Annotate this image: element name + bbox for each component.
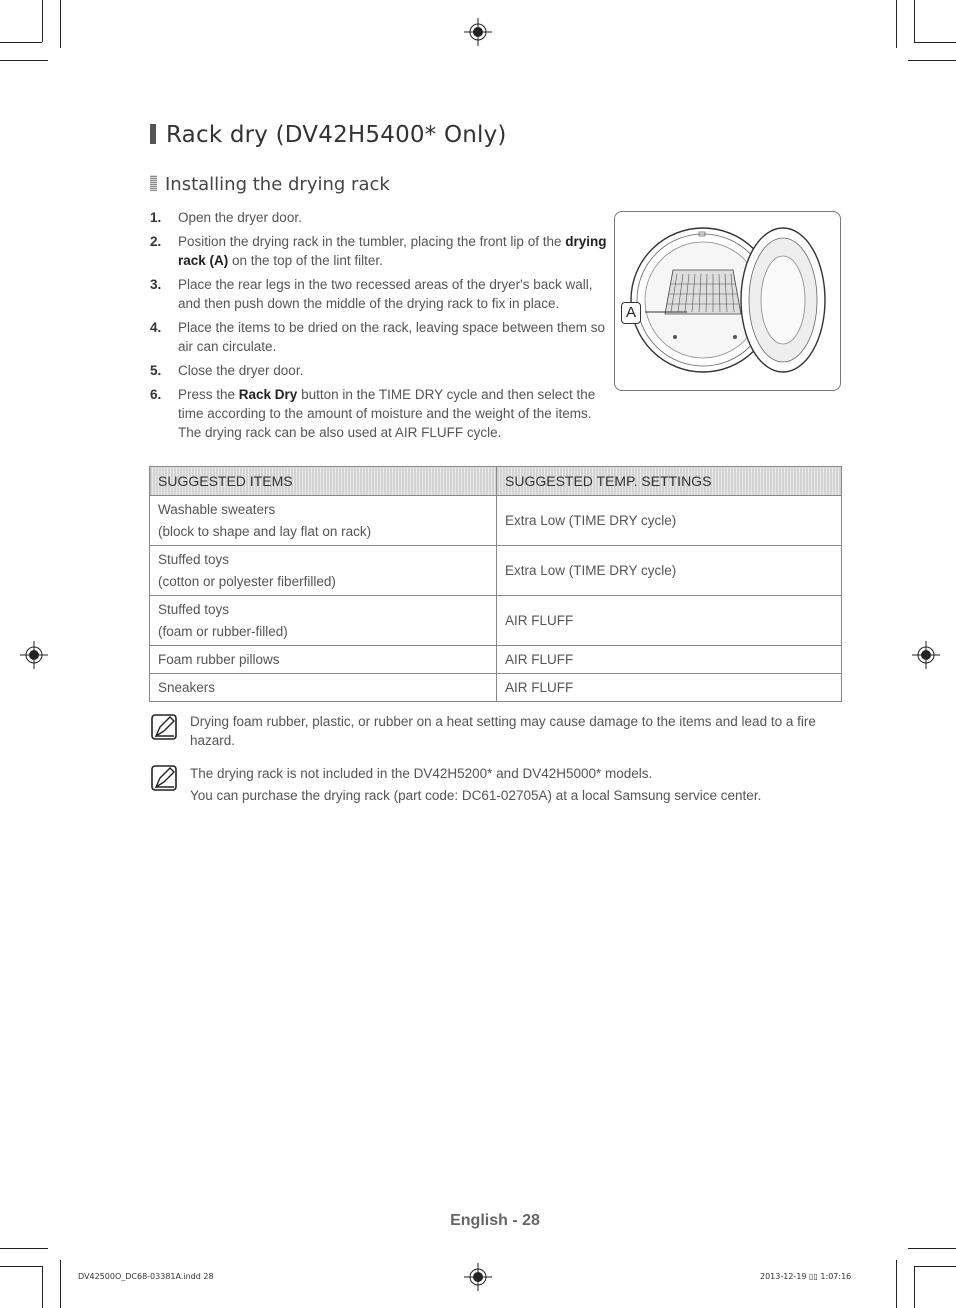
- step-text: Close the dryer door.: [178, 363, 304, 378]
- step-number: 5.: [150, 363, 162, 378]
- item-detail: (block to shape and lay flat on rack): [158, 523, 372, 539]
- step-3: [150, 275, 615, 313]
- crop-mark: [42, 1266, 43, 1308]
- subheading-bar-icon: [150, 175, 157, 191]
- crop-mark: [914, 1266, 956, 1267]
- note-text: Drying foam rubber, plastic, or rubber on a heat setting may cause damage to the items and lead to a fire hazard.: [190, 714, 816, 748]
- page-number: 28: [522, 1212, 540, 1229]
- suggested-settings-table: [149, 466, 842, 702]
- page-footer: [0, 1212, 956, 1230]
- item-name: Stuffed toys: [158, 551, 230, 567]
- crop-mark: [908, 60, 956, 61]
- registration-mark-icon: [464, 1263, 492, 1291]
- item-name: Stuffed toys: [158, 601, 230, 617]
- page-title-text: Rack dry (DV42H5400* Only): [166, 122, 507, 148]
- step-text-bold: drying rack (A): [178, 234, 607, 268]
- print-file-info: DV42500O_DC68-03381A.indd 28: [78, 1272, 214, 1281]
- item-cell: [150, 496, 497, 546]
- registration-mark-icon: [20, 641, 48, 669]
- step-number: 6.: [150, 387, 162, 402]
- step-text-post: on the top of the lint filter.: [228, 253, 383, 268]
- crop-mark: [914, 0, 915, 42]
- step-text-pre: Press the: [178, 387, 239, 402]
- item-cell: Sneakers: [150, 674, 497, 702]
- registration-mark-icon: [912, 641, 940, 669]
- step-4: [150, 318, 615, 356]
- table-row: [150, 496, 842, 546]
- step-1: [150, 208, 615, 227]
- step-text: [178, 232, 615, 270]
- page-title: [150, 122, 507, 148]
- item-detail: (foam or rubber-filled): [158, 623, 288, 639]
- note-pencil-icon: [150, 712, 180, 742]
- crop-mark: [60, 0, 61, 48]
- installation-steps: [150, 208, 615, 447]
- note-line: You can purchase the drying rack (part code: DC61-02705A) at a local Samsung service center.: [190, 788, 762, 803]
- column-header-settings: SUGGESTED TEMP. SETTINGS: [497, 467, 842, 496]
- step-6: [150, 385, 615, 442]
- step-5: [150, 361, 615, 380]
- note-fire-hazard: [150, 712, 840, 750]
- note-rack-availability: [150, 763, 840, 807]
- step-number: 2.: [150, 234, 162, 249]
- crop-mark: [0, 60, 48, 61]
- footer-separator: -: [507, 1212, 523, 1229]
- step-number: 3.: [150, 277, 162, 292]
- item-cell: [150, 546, 497, 596]
- crop-mark: [896, 1260, 897, 1308]
- setting-cell: Extra Low (TIME DRY cycle): [497, 496, 842, 546]
- section-title-text: Installing the drying rack: [165, 174, 390, 195]
- crop-mark: [42, 0, 43, 42]
- crop-mark: [0, 1266, 42, 1267]
- crop-mark: [896, 0, 897, 48]
- step-text: Open the dryer door.: [178, 210, 302, 225]
- setting-cell: AIR FLUFF: [497, 646, 842, 674]
- step-number: 4.: [150, 320, 162, 335]
- print-date-info: [760, 1272, 851, 1281]
- footer-language: English: [450, 1212, 508, 1229]
- setting-cell: Extra Low (TIME DRY cycle): [497, 546, 842, 596]
- step-text-bold: Rack Dry: [238, 387, 298, 402]
- step-text-extra: The drying rack can be also used at AIR FLUFF cycle.: [178, 425, 502, 440]
- note-pencil-icon: [150, 763, 180, 793]
- item-cell: Foam rubber pillows: [150, 646, 497, 674]
- step-text-post: button in the TIME DRY cycle and then select the time according to the amount of moisture and the weight of the items.: [178, 387, 596, 421]
- note-text: [190, 763, 761, 807]
- step-text-pre: Position the drying rack in the tumbler, placing the front lip of the: [178, 234, 566, 249]
- crop-mark: [914, 1266, 915, 1308]
- step-text: [178, 385, 615, 442]
- crop-mark: [0, 42, 42, 43]
- crop-mark: [60, 1260, 61, 1308]
- setting-cell: AIR FLUFF: [497, 674, 842, 702]
- print-date: 2013-12-19: [760, 1272, 807, 1281]
- table-row: [150, 546, 842, 596]
- item-name: Washable sweaters: [158, 501, 276, 517]
- step-2: [150, 232, 615, 270]
- step-text: Place the items to be dried on the rack, leaving space between them so air can circulate.: [178, 320, 605, 354]
- column-header-items: SUGGESTED ITEMS: [150, 467, 497, 496]
- crop-mark: [0, 1248, 48, 1249]
- step-text: Place the rear legs in the two recessed areas of the dryer's back wall, and then push down the middle of the drying rack to fix in place.: [178, 277, 593, 311]
- dryer-rack-illustration: [614, 211, 841, 391]
- callout-label-a: A: [621, 302, 641, 324]
- section-title: [150, 174, 390, 195]
- step-number: 1.: [150, 210, 162, 225]
- table-row: [150, 646, 842, 674]
- table-row: [150, 596, 842, 646]
- dryer-drum-icon: [615, 212, 840, 390]
- registration-mark-icon: [464, 18, 492, 46]
- print-glyphs: ▯▯: [809, 1272, 818, 1281]
- table-header-row: [150, 467, 842, 496]
- setting-cell: AIR FLUFF: [497, 596, 842, 646]
- crop-mark: [908, 1248, 956, 1249]
- table-row: [150, 674, 842, 702]
- heading-bar-icon: [150, 124, 156, 144]
- item-detail: (cotton or polyester fiberfilled): [158, 573, 336, 589]
- item-cell: [150, 596, 497, 646]
- crop-mark: [914, 42, 956, 43]
- note-line: The drying rack is not included in the DV42H5200* and DV42H5000* models.: [190, 766, 653, 781]
- print-time: 1:07:16: [820, 1272, 852, 1281]
